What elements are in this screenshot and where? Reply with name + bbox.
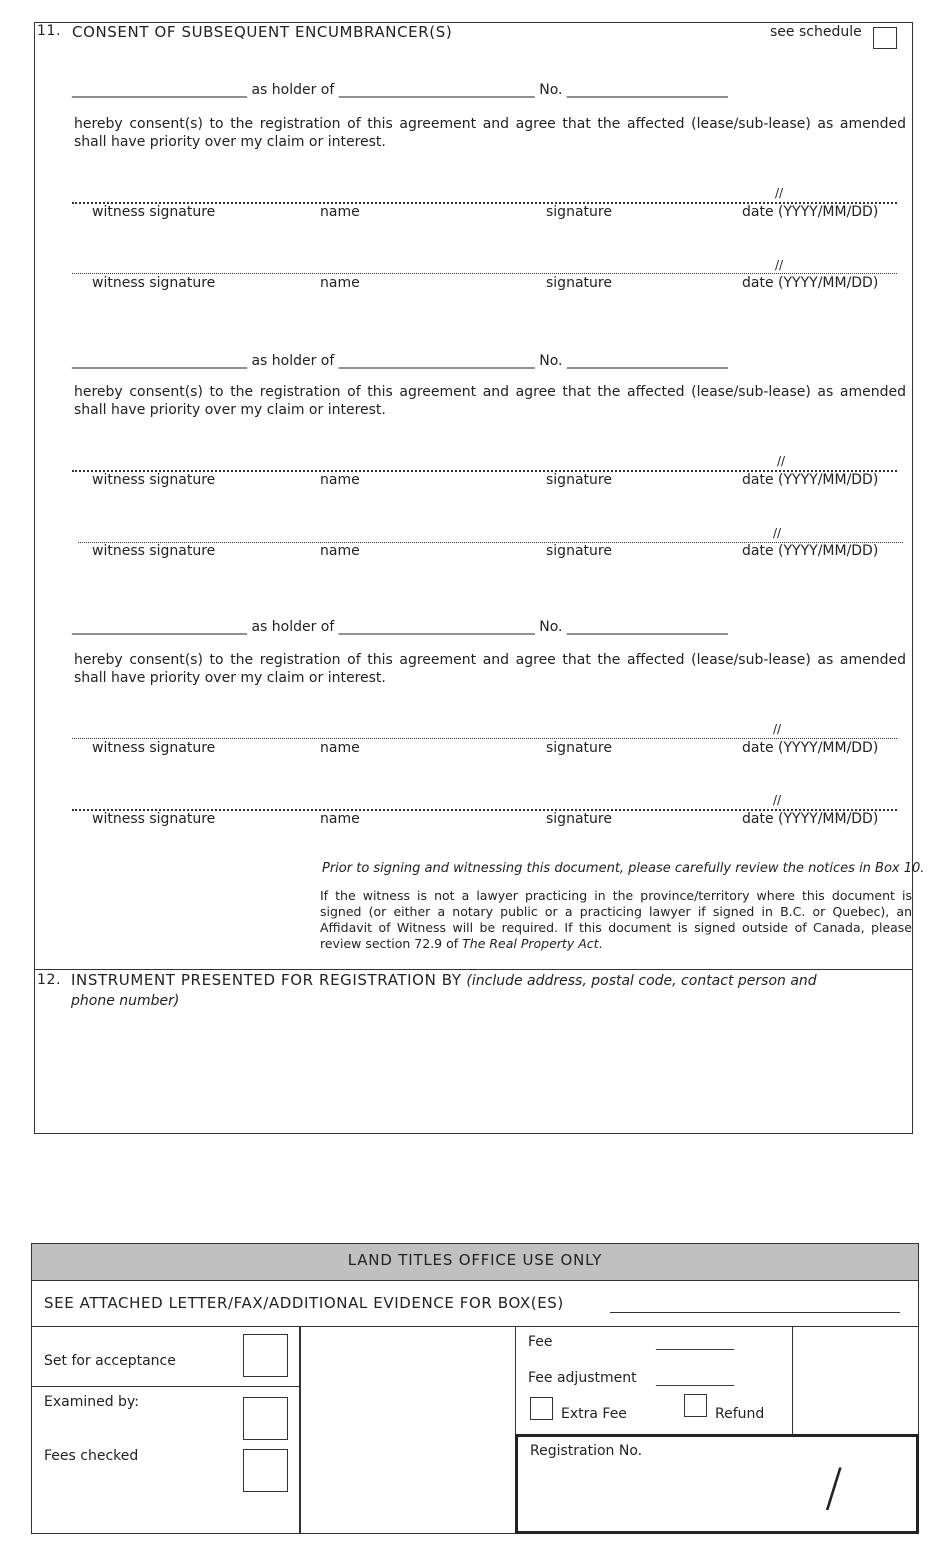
holder-name-blank[interactable]: _________________________ [72, 619, 247, 635]
extra-fee-label: Extra Fee [561, 1406, 627, 1422]
signature-label: signature [546, 204, 612, 220]
name-label: name [320, 811, 360, 827]
evidence-boxes-field[interactable] [610, 1312, 900, 1313]
examined-by-label: Examined by: [44, 1394, 139, 1410]
witness-signature-label: witness signature [92, 543, 216, 559]
row-divider [32, 1326, 918, 1327]
box-11-number: 11. [37, 23, 62, 39]
name-label: name [320, 740, 360, 756]
extra-fee-checkbox[interactable] [530, 1397, 553, 1420]
date-slashes: // [773, 526, 782, 540]
see-schedule-checkbox[interactable] [873, 27, 897, 49]
signature-label: signature [546, 811, 612, 827]
box-11-consent-section [34, 22, 913, 970]
fee-label: Fee [528, 1334, 553, 1350]
signature-label: signature [546, 275, 612, 291]
box-11-title: CONSENT OF SUBSEQUENT ENCUMBRANCER(S) [72, 23, 453, 41]
name-label: name [320, 472, 360, 488]
box-12-number: 12. [37, 972, 62, 988]
holder-name-blank[interactable]: _________________________ [72, 353, 247, 369]
examined-by-box[interactable] [243, 1397, 288, 1440]
signature-label: signature [546, 472, 612, 488]
date-label: date (YYYY/MM/DD) [742, 204, 879, 220]
notice-main-text: If the witness is not a lawyer practicing in the province/territory where this document is signed (or either a notary public or a practicing lawyer if signed in B.C. or Quebec), an Affidavit of Witness will be required. If this document is signed outside of Canada, please review section 72.9 of [320, 888, 912, 951]
date-label: date (YYYY/MM/DD) [742, 472, 879, 488]
box-12-title: INSTRUMENT PRESENTED FOR REGISTRATION BY [71, 971, 462, 989]
date-slashes: // [773, 722, 782, 736]
witness-signature-label: witness signature [92, 811, 216, 827]
holder-line-2 [72, 353, 728, 369]
number-blank[interactable]: _______________________ [566, 82, 728, 98]
name-label: name [320, 275, 360, 291]
witness-signature-label: witness signature [92, 275, 216, 291]
fees-checked-label: Fees checked [44, 1448, 139, 1464]
as-holder-of-label: as holder of [251, 619, 335, 635]
see-schedule-label: see schedule [770, 24, 862, 40]
real-property-act-title: The Real Property Act [462, 936, 599, 951]
fee-adjustment-field[interactable]: _____________ [656, 1372, 734, 1386]
consent-text-1: hereby consent(s) to the registration of this agreement and agree that the affected (lease/sub-lease) as amended shall have priority over my claim or interest. [74, 116, 906, 150]
holder-line-1 [72, 82, 728, 98]
date-label: date (YYYY/MM/DD) [742, 275, 879, 291]
witness-signature-label: witness signature [92, 204, 216, 220]
as-holder-of-label: as holder of [251, 353, 335, 369]
number-blank[interactable]: _______________________ [566, 353, 728, 369]
holder-of-blank[interactable]: ____________________________ [338, 353, 535, 369]
signature-line[interactable] [72, 738, 897, 739]
evidence-label: SEE ATTACHED LETTER/FAX/ADDITIONAL EVIDENCE FOR BOX(ES) [44, 1294, 564, 1312]
refund-label: Refund [715, 1406, 765, 1422]
number-blank[interactable]: _______________________ [566, 619, 728, 635]
witness-signature-label: witness signature [92, 472, 216, 488]
column-divider [792, 1327, 793, 1435]
name-label: name [320, 204, 360, 220]
notice-end: . [598, 936, 603, 951]
box-12-heading [71, 971, 871, 1011]
number-label: No. [539, 353, 563, 369]
date-label: date (YYYY/MM/DD) [742, 811, 879, 827]
box-12-subtitle-line2: phone number) [71, 993, 180, 1009]
signature-label: signature [546, 543, 612, 559]
date-slashes: // [777, 454, 786, 468]
witness-affidavit-notice [320, 888, 912, 952]
fees-checked-box[interactable] [243, 1449, 288, 1492]
consent-text-3: hereby consent(s) to the registration of this agreement and agree that the affected (lease/sub-lease) as amended shall have priority over my claim or interest. [74, 652, 906, 686]
date-slashes: // [775, 186, 784, 200]
as-holder-of-label: as holder of [251, 82, 335, 98]
holder-of-blank[interactable]: ____________________________ [338, 619, 535, 635]
fee-adjustment-label: Fee adjustment [528, 1370, 637, 1386]
fee-field[interactable]: _____________ [656, 1336, 734, 1350]
number-label: No. [539, 82, 563, 98]
consent-text-2: hereby consent(s) to the registration of this agreement and agree that the affected (lease/sub-lease) as amended shall have priority over my claim or interest. [74, 384, 906, 418]
box-10-review-notice: Prior to signing and witnessing this document, please carefully review the notices in Box 10. [322, 861, 925, 876]
registration-number-label: Registration No. [530, 1443, 643, 1459]
holder-line-3 [72, 619, 728, 635]
signature-line[interactable] [72, 273, 897, 274]
holder-name-blank[interactable]: _________________________ [72, 82, 247, 98]
date-slashes: // [775, 258, 784, 272]
holder-of-blank[interactable]: ____________________________ [338, 82, 535, 98]
set-for-acceptance-box[interactable] [243, 1334, 288, 1377]
set-for-acceptance-label: Set for acceptance [44, 1353, 176, 1369]
registration-slash: / [825, 1458, 843, 1518]
witness-signature-label: witness signature [92, 740, 216, 756]
date-label: date (YYYY/MM/DD) [742, 543, 879, 559]
row-divider [32, 1386, 299, 1387]
refund-checkbox[interactable] [684, 1394, 707, 1417]
number-label: No. [539, 619, 563, 635]
date-label: date (YYYY/MM/DD) [742, 740, 879, 756]
date-slashes: // [773, 793, 782, 807]
box-12-subtitle-line1: (include address, postal code, contact person and [466, 973, 817, 989]
column-divider [299, 1327, 301, 1533]
name-label: name [320, 543, 360, 559]
signature-label: signature [546, 740, 612, 756]
office-use-header: LAND TITLES OFFICE USE ONLY [32, 1244, 918, 1281]
